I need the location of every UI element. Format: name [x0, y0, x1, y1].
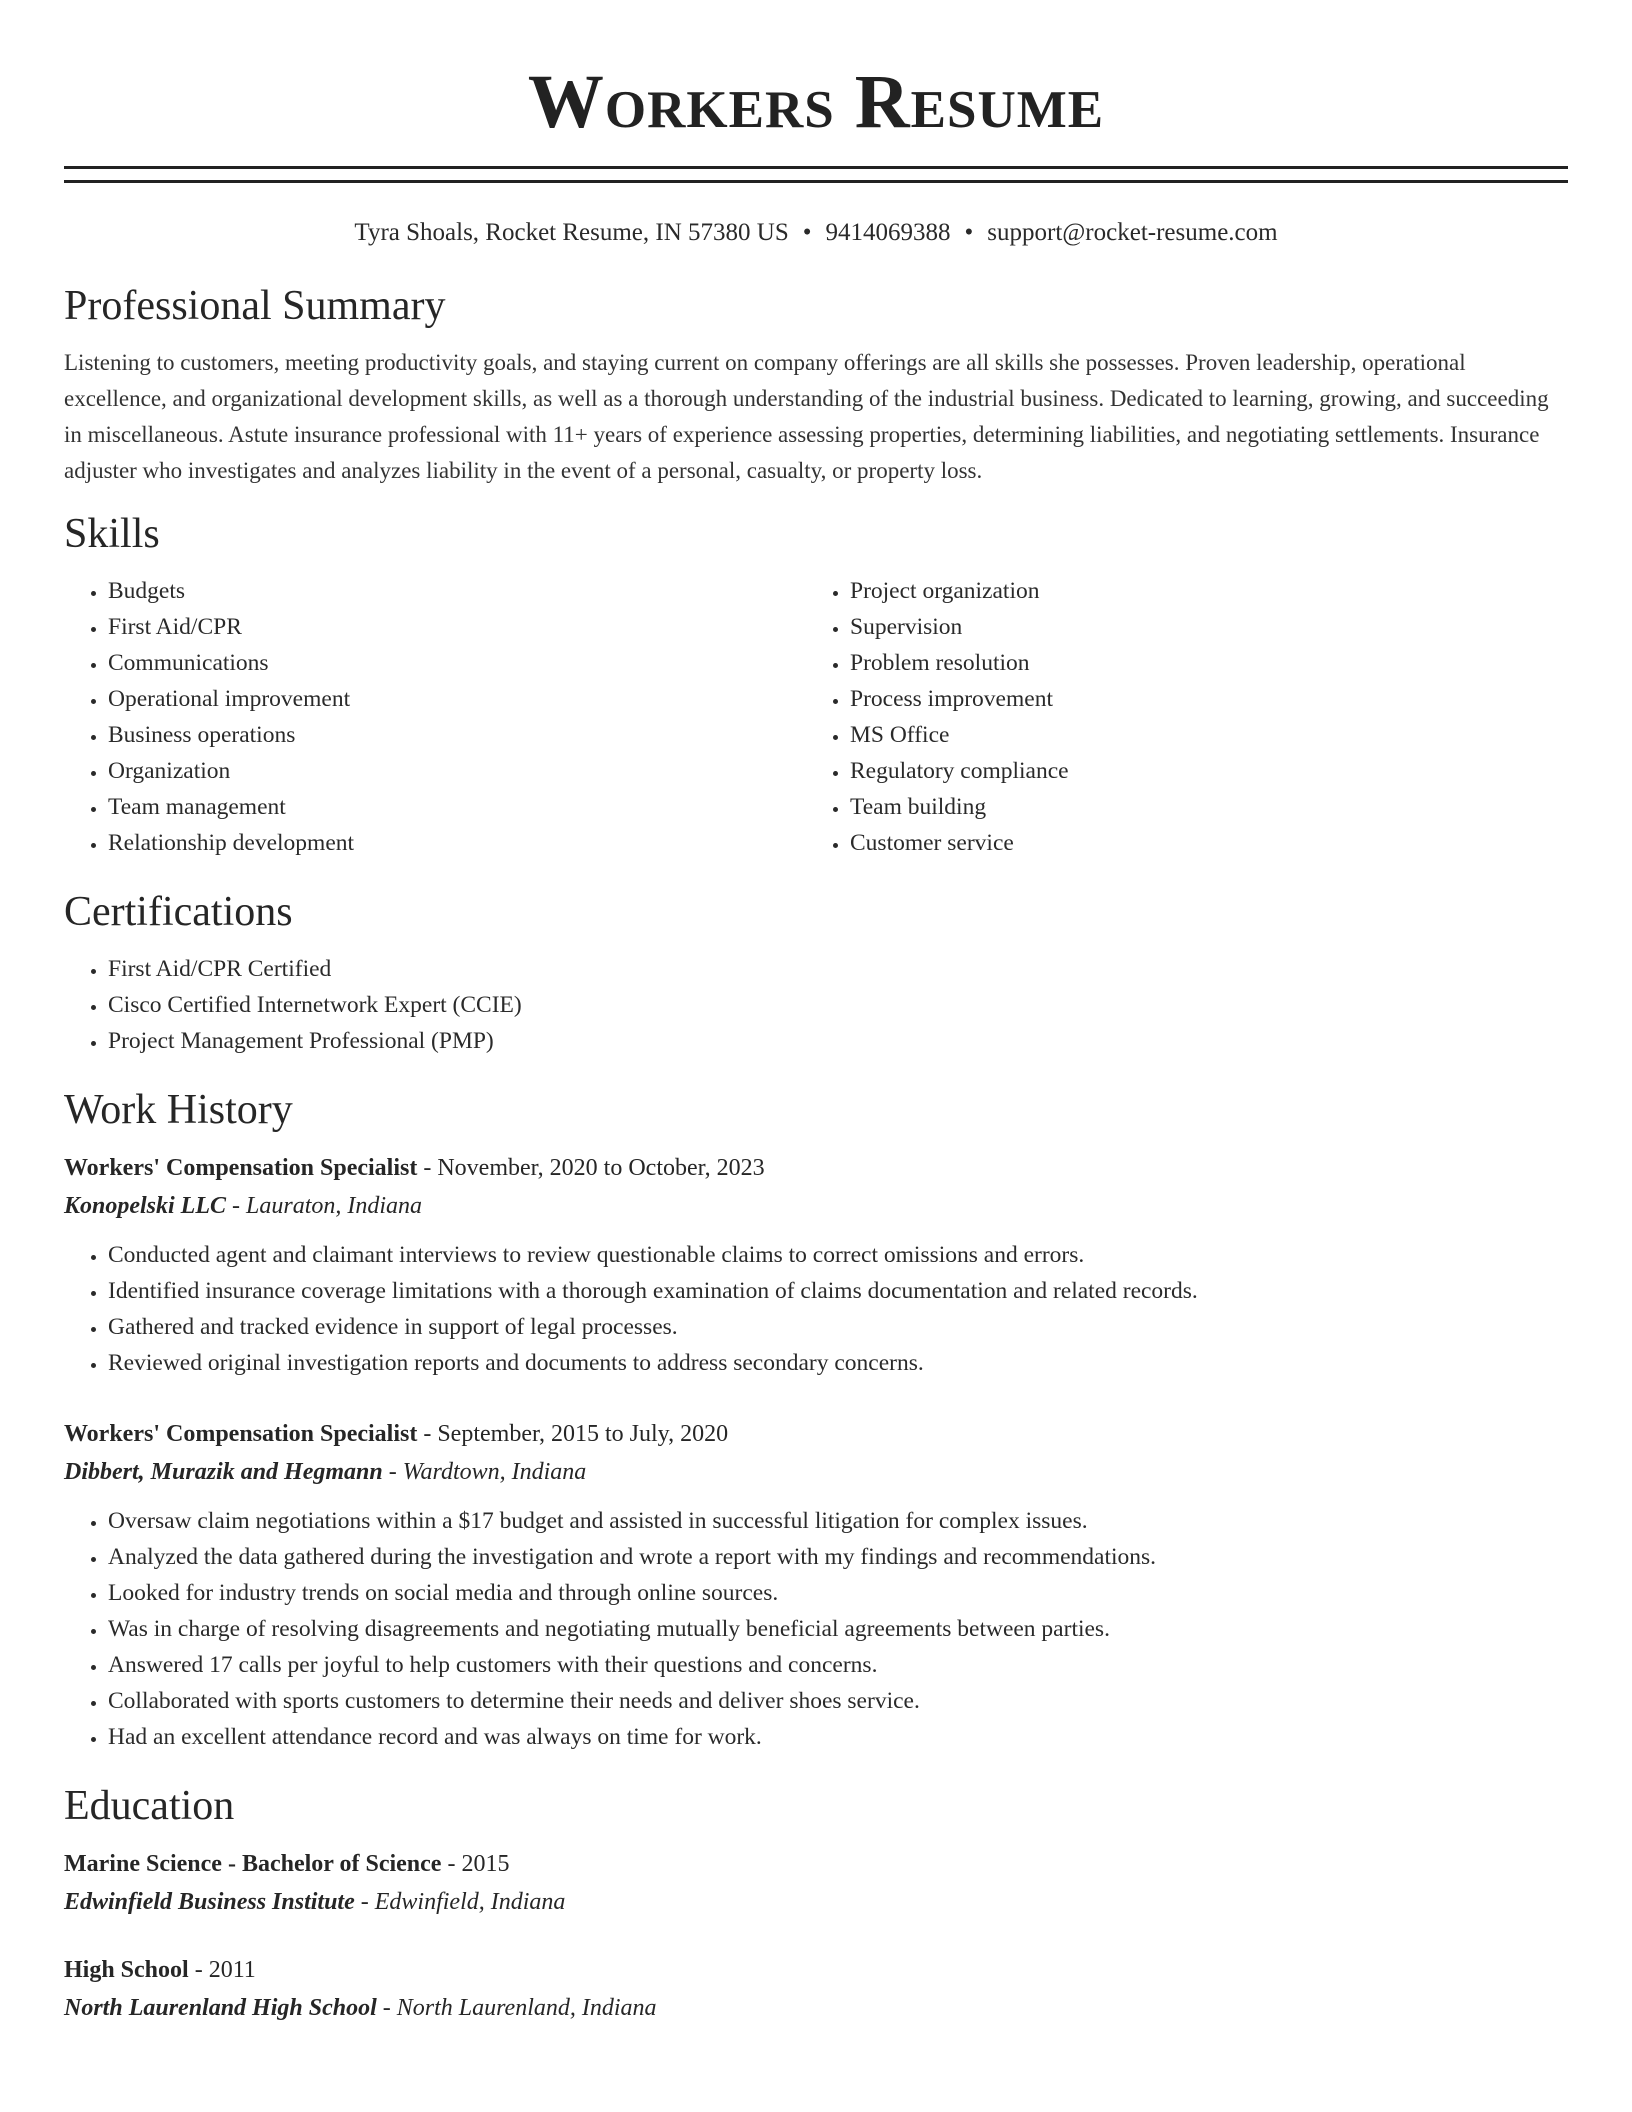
- education-school-line: [64, 1989, 1568, 2027]
- contact-separator: •: [802, 219, 812, 246]
- job-title: Workers' Compensation Specialist: [64, 1421, 418, 1447]
- education-entry: [64, 1845, 1568, 1921]
- work-history-section: [64, 1085, 1568, 1755]
- education-school: North Laurenland High School: [64, 1995, 377, 2021]
- job-bullets: [64, 1503, 1568, 1755]
- job-location: - Wardtown, Indiana: [382, 1459, 587, 1485]
- job-company-line: [64, 1453, 1568, 1491]
- certification-item: • Project Management Professional (PMP): [108, 1023, 1568, 1059]
- certifications-heading: Certifications: [64, 889, 293, 935]
- skill-item: • Budgets: [108, 573, 806, 609]
- contact-separator: •: [964, 219, 974, 246]
- job-company: Dibbert, Murazik and Hegmann: [64, 1459, 383, 1485]
- education-degree-line: [64, 1845, 1568, 1883]
- certifications-list: [64, 951, 1568, 1059]
- skill-item: • Supervision: [850, 609, 1548, 645]
- job-title-line: [64, 1415, 1568, 1453]
- skills-section: [64, 509, 1568, 861]
- skill-item: • Communications: [108, 645, 806, 681]
- job-bullets: [64, 1237, 1568, 1381]
- job-bullet: • Conducted agent and claimant interviews to review questionable claims to correct omissions and errors.: [108, 1237, 1568, 1273]
- skill-item: • Business operations: [108, 717, 806, 753]
- work-history-heading: Work History: [64, 1087, 293, 1133]
- skill-item: • Relationship development: [108, 825, 806, 861]
- education-school: Edwinfield Business Institute: [64, 1889, 355, 1915]
- skills-heading: Skills: [64, 511, 160, 557]
- education-location: - North Laurenland, Indiana: [376, 1995, 657, 2021]
- resume-title: Workers Resume: [527, 60, 1105, 144]
- skills-list-right: [806, 573, 1548, 861]
- education-school-line: [64, 1883, 1568, 1921]
- contact-phone: 9414069388: [825, 219, 951, 246]
- job-company-line: [64, 1187, 1568, 1225]
- skills-column-right: [806, 573, 1548, 861]
- job-bullet: • Collaborated with sports customers to determine their needs and deliver shoes service.: [108, 1683, 1568, 1719]
- summary-text: Listening to customers, meeting productivity goals, and staying current on company offerings are all skills she possesses. Proven leadership, operational excellence, and organizational development skills, as well as a thorough understanding of the industrial business. Dedicated to learning, growing, and succeeding in miscellaneous. Astute insurance professional with 11+ years of experience assessing properties, determining liabilities, and negotiating settlements. Insurance adjuster who investigates and analyzes liability in the event of a personal, casualty, or property loss.: [64, 350, 1549, 483]
- job-bullet: • Gathered and tracked evidence in support of legal processes.: [108, 1309, 1568, 1345]
- skill-item: • Operational improvement: [108, 681, 806, 717]
- job-bullet: • Identified insurance coverage limitations with a thorough examination of claims documentation and related records.: [108, 1273, 1568, 1309]
- job-dates: - September, 2015 to July, 2020: [417, 1421, 729, 1447]
- job-location: - Lauraton, Indiana: [226, 1193, 423, 1219]
- skill-item: • Project organization: [850, 573, 1548, 609]
- certification-item: • Cisco Certified Internetwork Expert (CCIE): [108, 987, 1568, 1023]
- skill-item: • Problem resolution: [850, 645, 1548, 681]
- education-entry: [64, 1951, 1568, 2027]
- skills-grid: [64, 573, 1568, 861]
- job-bullet: • Looked for industry trends on social media and through online sources.: [108, 1575, 1568, 1611]
- skill-item: • Customer service: [850, 825, 1548, 861]
- education-degree-line: [64, 1951, 1568, 1989]
- education-year: - 2015: [441, 1851, 510, 1877]
- job-bullet: • Answered 17 calls per joyful to help customers with their questions and concerns.: [108, 1647, 1568, 1683]
- education-heading: Education: [64, 1783, 235, 1829]
- contact-address: Tyra Shoals, Rocket Resume, IN 57380 US: [354, 219, 789, 246]
- certification-item: • First Aid/CPR Certified: [108, 951, 1568, 987]
- certifications-section: [64, 887, 1568, 1059]
- summary-heading: Professional Summary: [64, 283, 446, 329]
- skills-list-left: [64, 573, 806, 861]
- job-entry: [64, 1149, 1568, 1381]
- job-title: Workers' Compensation Specialist: [64, 1155, 418, 1181]
- job-bullet: • Reviewed original investigation reports and documents to address secondary concerns.: [108, 1345, 1568, 1381]
- skill-item: • Process improvement: [850, 681, 1548, 717]
- skill-item: • Regulatory compliance: [850, 753, 1548, 789]
- education-location: - Edwinfield, Indiana: [354, 1889, 566, 1915]
- job-dates: - November, 2020 to October, 2023: [417, 1155, 765, 1181]
- job-bullet: • Had an excellent attendance record and was always on time for work.: [108, 1719, 1568, 1755]
- skill-item: • Team building: [850, 789, 1548, 825]
- title-double-rule: [64, 166, 1568, 183]
- job-bullet: • Analyzed the data gathered during the investigation and wrote a report with my findings and recommendations.: [108, 1539, 1568, 1575]
- job-entry: [64, 1415, 1568, 1755]
- contact-email: support@rocket-resume.com: [987, 219, 1278, 246]
- job-company: Konopelski LLC: [64, 1193, 227, 1219]
- skill-item: • Organization: [108, 753, 806, 789]
- summary-section: [64, 281, 1568, 489]
- job-title-line: [64, 1149, 1568, 1187]
- job-bullet: • Oversaw claim negotiations within a $17 budget and assisted in successful litigation for complex issues.: [108, 1503, 1568, 1539]
- education-year: - 2011: [188, 1957, 256, 1983]
- education-section: [64, 1781, 1568, 2027]
- skills-column-left: [64, 573, 806, 861]
- education-degree: High School: [64, 1957, 189, 1983]
- skill-item: • MS Office: [850, 717, 1548, 753]
- education-degree: Marine Science - Bachelor of Science: [64, 1851, 442, 1877]
- job-bullet: • Was in charge of resolving disagreements and negotiating mutually beneficial agreements between parties.: [108, 1611, 1568, 1647]
- skill-item: • Team management: [108, 789, 806, 825]
- skill-item: • First Aid/CPR: [108, 609, 806, 645]
- contact-line: [64, 217, 1568, 249]
